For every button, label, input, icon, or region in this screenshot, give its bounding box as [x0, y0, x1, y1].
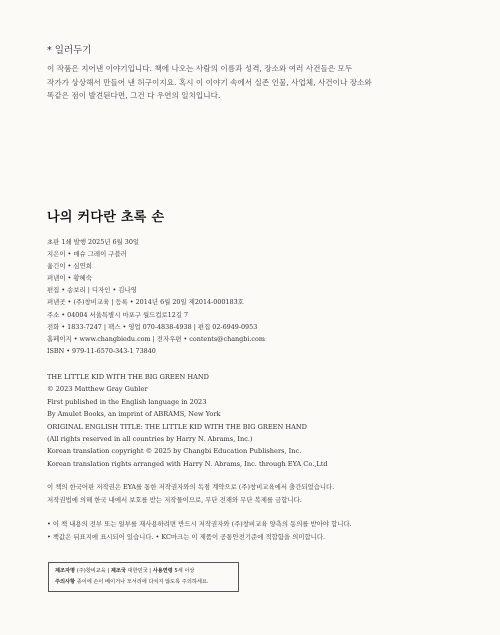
publication-credits	[47, 236, 265, 357]
credit-line: 펴낸이 • 황혜숙	[47, 274, 92, 283]
credit-line: 편집 • 송보리 | 디자인 • 김나영	[47, 286, 137, 295]
divider: |	[107, 568, 110, 574]
age-label: 사용연령	[152, 568, 173, 574]
book-title: 나의 커다란 초록 손	[47, 210, 165, 225]
credit-line: 초판 1쇄 발행 2025년 6월 30일	[47, 238, 140, 246]
english-line: © 2023 Matthew Gray Gubler	[47, 385, 148, 394]
legal-line: 저작권법에 의해 한국 내에서 보호를 받는 저작물이므로, 무단 전재와 무단 복제를 금합니다.	[47, 495, 302, 504]
english-line: Korean translation copyright © 2025 by Changbi Education Publishers, Inc.	[47, 447, 302, 456]
bullet-line: • 책값은 뒤표지에 표시되어 있습니다. • KC마크는 이 제품이 공통안전기준에 적합함을 의미합니다.	[47, 532, 326, 541]
credit-line: 전화 • 1833-7247 | 팩스 • 영업 070-4838-4938 | 편집 02-6949-0953	[47, 322, 258, 331]
country-label: 제조국	[110, 568, 126, 574]
english-line: ORIGINAL ENGLISH TITLE: THE LITTLE KID WITH THE BIG GREEN HAND	[47, 422, 307, 431]
english-line: (All rights reserved in all countries by Harry N. Abrams, Inc.)	[47, 435, 253, 444]
english-line: First published in the English language in 2023	[47, 397, 207, 406]
maker-label: 제조자명	[55, 568, 76, 574]
product-safety-box	[48, 562, 239, 592]
maker-value: (주)창비교육	[76, 568, 106, 574]
notice-body	[47, 62, 467, 103]
usage-notes	[47, 518, 352, 543]
english-line: By Amulet Books, an imprint of ABRAMS, New York	[47, 410, 221, 419]
safety-line-maker	[55, 566, 234, 577]
credit-line: 주소 • 04004 서울특별시 마포구 월드컵로12길 7	[47, 310, 189, 319]
credit-line: 펴낸곳 • (주)창비교육 | 등록 • 2014년 6월 20일 제2014-000183호	[47, 298, 244, 307]
legal-line: 이 책의 한국어판 저작권은 EYA를 통한 저작권자와의 독점 계약으로 (주)창비교육에서 출간되었습니다.	[47, 483, 335, 491]
country-value: 대한민국	[127, 568, 148, 574]
notice-heading: * 일러두기	[47, 45, 92, 56]
credit-line: ISBN • 979-11-6570-343-1 73840	[47, 346, 156, 355]
bullet-line: • 이 책 내용의 전부 또는 일부를 재사용하려면 반드시 저작권자와 (주)창비교육 양측의 동의를 받아야 합니다.	[47, 520, 352, 528]
english-line: Korean translation rights arranged with Harry N. Abrams, Inc. through EYA Co.,Ltd	[47, 459, 328, 468]
credit-line: 지은이 • 매슈 그레이 구블러	[47, 250, 127, 259]
notice-line: 똑같은 점이 발견된다면, 그건 다 우연의 일치입니다.	[47, 91, 221, 100]
age-value: 5세 이상	[174, 568, 195, 574]
notice-line: 작가가 상상해서 만들어 낸 허구이지요. 혹시 이 이야기 속에서 실존 인물, 사업체, 사건이나 장소와	[47, 77, 372, 87]
caution-label: 주의사항	[55, 579, 76, 585]
credit-line: 홈페이지 • www.changbiedu.com | 전자우편 • contents@changbi.com	[47, 334, 265, 343]
safety-line-caution	[55, 577, 234, 588]
copyright-notice	[47, 481, 334, 506]
divider: |	[149, 568, 152, 574]
notice-line: 이 작품은 지어낸 이야기입니다. 책에 나오는 사람의 이름과 성격, 장소와 여러 사건들은 모두	[47, 64, 353, 73]
credit-line: 옮긴이 • 심연희	[47, 262, 92, 271]
caution-value: 종이에 손이 베이거나 모서리에 다치지 않도록 주의하세요.	[76, 579, 209, 585]
english-line: THE LITTLE KID WITH THE BIG GREEN HAND	[47, 373, 209, 381]
english-copyright	[47, 371, 328, 470]
